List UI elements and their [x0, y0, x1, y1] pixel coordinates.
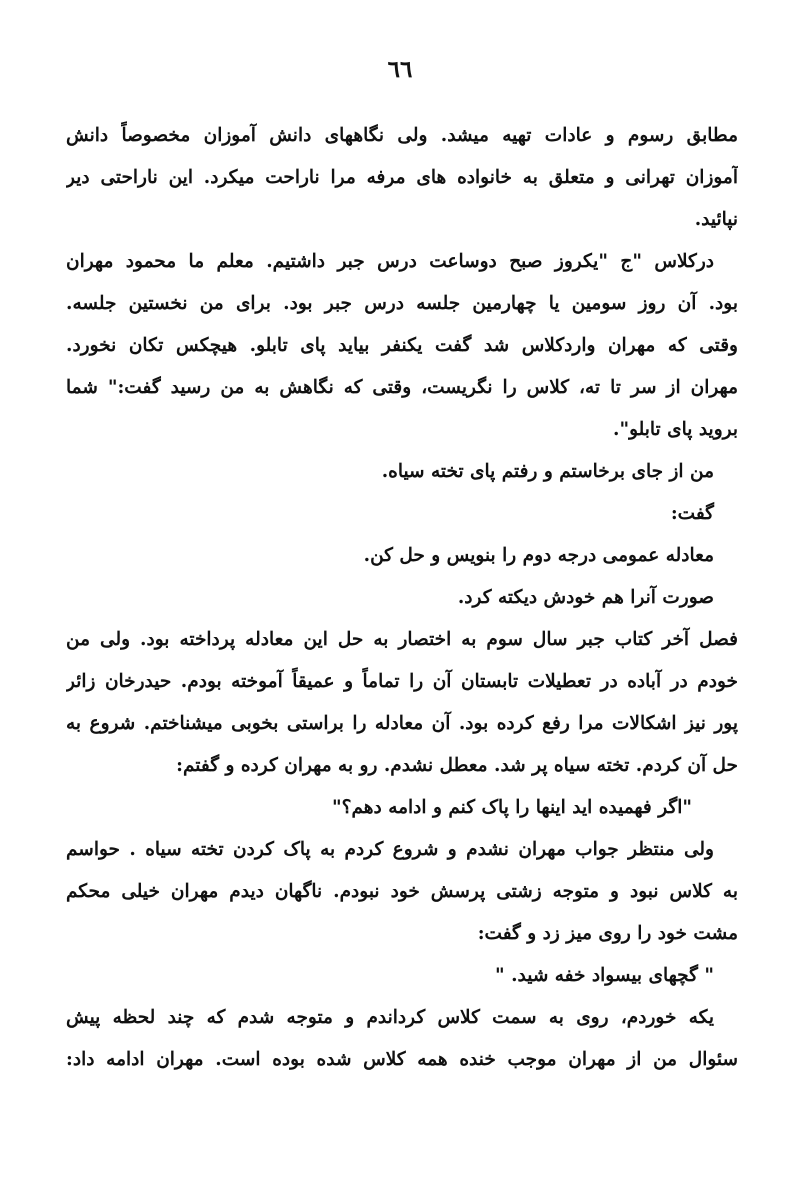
text-line: فصل آخر کتاب جبر سال سوم به اختصار به حل این معادله پرداخته بود. ولی من [66, 629, 738, 650]
text-line: نپائید. [694, 209, 738, 230]
text-line: "اگر فهمیده اید اینها را پاک کنم و ادامه دهم؟" [331, 797, 692, 818]
text-line: " گچهای بیسواد خفه شید. " [495, 965, 714, 986]
text-line: من از جای برخاستم و رفتم پای تخته سیاه. [381, 461, 714, 482]
page-number: ٦٦ [387, 56, 413, 83]
text-line: درکلاس "ج "یکروز صبح دوساعت درس جبر داشتیم. معلم ما محمود مهران [66, 251, 714, 272]
text-line: وقتی که مهران واردکلاس شد گفت یکنفر بیاید پای تابلو. هیچکس تکان نخورد. [66, 335, 738, 356]
text-line: معادله عمومی درجه دوم را بنویس و حل کن. [363, 545, 714, 566]
text-line: به کلاس نبود و متوجه زشتی پرسش خود نبودم. ناگهان دیدم مهران خیلی محکم [66, 881, 738, 902]
text-line: صورت آنرا هم خودش دیکته کرد. [457, 587, 714, 608]
text-line: بروید پای تابلو". [613, 419, 738, 440]
text-line: سئوال من از مهران موجب خنده همه کلاس شده بوده است. مهران ادامه داد: [66, 1049, 738, 1070]
text-line: یکه خوردم، روی به سمت کلاس کرداندم و متوجه شدم که چند لحظه پیش [66, 1007, 714, 1028]
text-line: پور نیز اشکالات مرا رفع کرده بود. آن معادله را براستی بخوبی میشناختم. شروع به [66, 713, 738, 734]
text-line: ولی منتظر جواب مهران نشدم و شروع کردم به پاک کردن تخته سیاه . حواسم [66, 839, 714, 860]
text-line: خودم در آباده در تعطیلات تابستان آن را تماماً و عمیقاً آموخته بودم. حیدرخان زائر [66, 671, 738, 692]
text-line: مهران از سر تا ته، کلاس را نگریست، وقتی که نگاهش به من رسید گفت:" شما [66, 377, 738, 398]
text-line: آموزان تهرانی و متعلق به خانواده های مرفه مرا ناراحت میکرد. این ناراحتی دیر [66, 167, 738, 188]
text-line: مشت خود را روی میز زد و گفت: [477, 923, 738, 944]
text-line: بود. آن روز سومین یا چهارمین جلسه درس جبر بود. برای من نخستین جلسه. [66, 293, 738, 314]
text-line: مطابق رسوم و عادات تهیه میشد. ولی نگاههای دانش آموزان مخصوصاً دانش [66, 125, 738, 146]
text-line: گفت: [670, 503, 714, 524]
body-text [66, 115, 738, 1081]
text-line: حل آن کردم. تخته سیاه پر شد. معطل نشدم. رو به مهران کرده و گفتم: [176, 755, 738, 776]
